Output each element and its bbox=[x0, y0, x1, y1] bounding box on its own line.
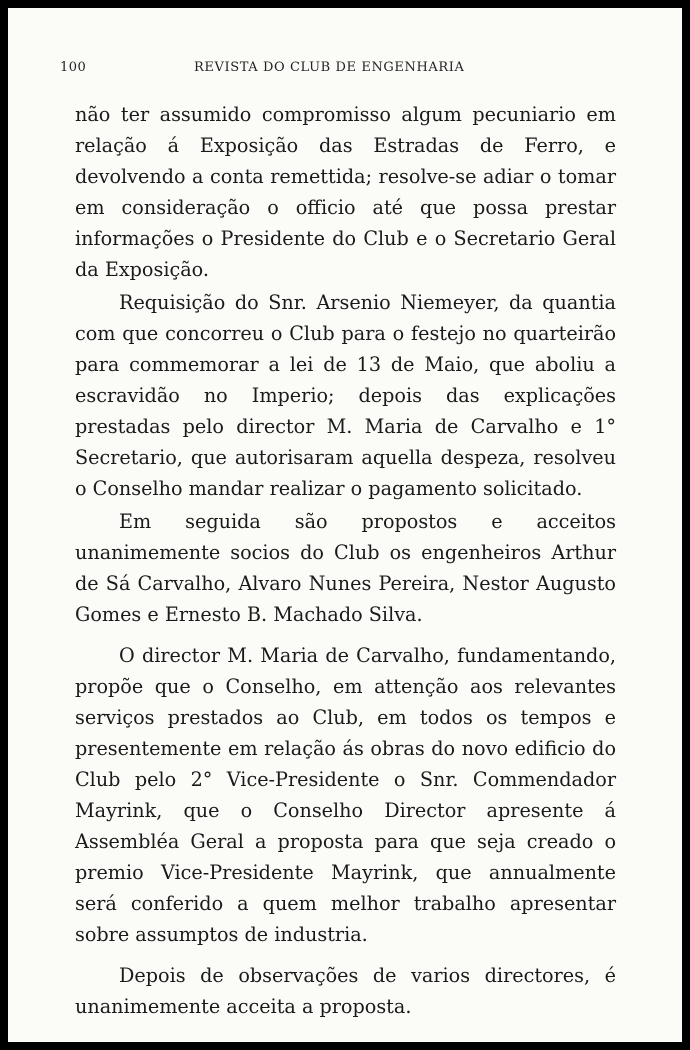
paragraph-proposal: O director M. Maria de Carvalho, fundamentando, propõe que o Conselho, em attenção aos relevantes serviços prestados ao Club, em todos os tempos e presentemente em relação ás obras do novo edificio do Club pelo 2° Vice-Presidente o Snr. Commendador Mayrink, que o Conselho Director apresente á Assembléa Geral a proposta para que seja creado o premio Vice-Presidente Mayrink, que annualmente será conferido a quem melhor trabalho apresentar sobre assumptos de industria. bbox=[75, 644, 616, 946]
paragraph-acceptance: Depois de observações de varios directores, é unanimemente acceita a proposta. bbox=[75, 964, 616, 1018]
body-text bbox=[75, 99, 616, 1022]
paragraph-requisition: Requisição do Snr. Arsenio Niemeyer, da quantia com que concorreu o Club para o festejo no quarteirão para commemorar a lei de 13 de Maio, que aboliu a escravidão no Imperio; depois das explicações prestadas pelo director M. Maria de Carvalho e 1° Secretario, que autorisaram aquella despeza, resolveu o Conselho mandar realizar o pagamento solicitado. bbox=[75, 291, 616, 500]
paragraph-new-members: Em seguida são propostos e acceitos unanimemente socios do Club os engenheiros Arthur de Sá Carvalho, Alvaro Nunes Pereira, Nestor Augusto Gomes e Ernesto B. Machado Silva. bbox=[75, 510, 616, 626]
page-header bbox=[60, 60, 612, 80]
paragraph-continuation: não ter assumido compromisso algum pecuniario em relação á Exposição das Estradas de Ferro, e devolvendo a conta remettida; resolve-se adiar o tomar em consideração o officio até que possa prestar informações o Presidente do Club e o Secretario Geral da Exposição. bbox=[75, 103, 616, 281]
running-title: REVISTA DO CLUB DE ENGENHARIA bbox=[194, 60, 465, 75]
page-number: 100 bbox=[60, 60, 87, 75]
document-page bbox=[8, 8, 682, 1042]
